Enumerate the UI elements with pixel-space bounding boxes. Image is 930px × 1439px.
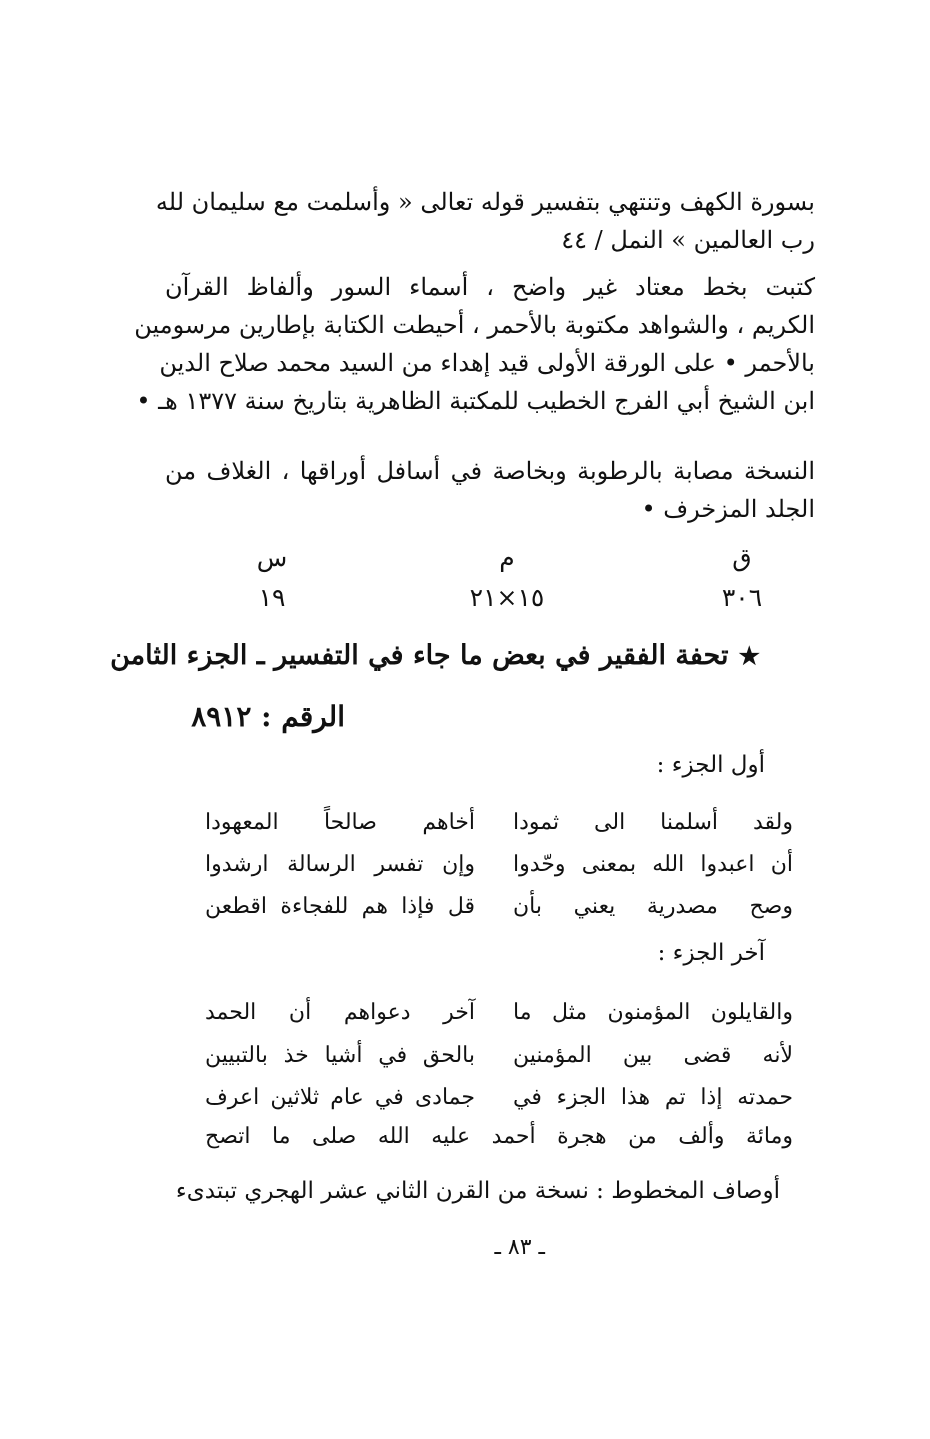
entry-title — [110, 640, 760, 671]
spec-value-folios: ٣٠٦ — [721, 583, 763, 612]
verse-right: ولقد أسلمنا الى ثمودا — [513, 810, 793, 835]
paragraph-line: بالأحمر • على الورقة الأولى قيد إهداء من السيد محمد صلاح الدين — [159, 349, 815, 377]
spec-header-size: م — [499, 543, 515, 572]
page-number: ـ ٨٣ ـ — [494, 1235, 545, 1260]
first-part-label: أول الجزء : — [656, 752, 765, 778]
verse-right: والقايلون المؤمنون مثل ما — [513, 1000, 793, 1025]
verse-closing: ومائة وألف من هجرة أحمد عليه الله صلى ما اتصح — [205, 1124, 793, 1149]
star-icon: ★ — [738, 641, 760, 670]
spec-header-lines: س — [256, 543, 288, 572]
verse-left: بالحق في أشيا خذ بالتبيين — [205, 1043, 475, 1068]
verse-left: جمادى في عام ثلاثين اعرف — [205, 1085, 475, 1110]
paragraph-line: كتبت بخط معتاد غير واضح ، أسماء السور وألفاظ القرآن — [165, 273, 815, 301]
manuscript-description: أوصاف المخطوط : نسخة من القرن الثاني عشر الهجري تبتدىء — [175, 1178, 780, 1204]
verse-left: آخر دعواهم أن الحمد — [205, 1000, 475, 1025]
paragraph-line: بسورة الكهف وتنتهي بتفسير قوله تعالى « وأسلمت مع سليمان لله — [155, 188, 815, 216]
verse-right: حمدته إذا تم هذا الجزء في — [513, 1085, 793, 1110]
verse-right: أن اعبدوا الله بمعنى وحّدوا — [513, 852, 793, 877]
last-part-label: آخر الجزء : — [657, 940, 765, 966]
paragraph-line: رب العالمين » النمل / ٤٤ — [561, 226, 815, 254]
verse-left: قل فإذا هم للفجاءة اقطعن — [205, 894, 475, 919]
entry-number: الرقم : ٨٩١٢ — [191, 700, 345, 733]
paragraph-line: الجلد المزخرف • — [641, 495, 815, 523]
paragraph-line: ابن الشيخ أبي الفرج الخطيب للمكتبة الظاهرية بتاريخ سنة ١٣٧٧ هـ • — [136, 387, 815, 415]
spec-value-size: ١٥×٢١ — [469, 583, 545, 612]
paragraph-line: الكريم ، والشواهد مكتوبة بالأحمر ، أحيطت الكتابة بإطارين مرسومين — [134, 311, 815, 339]
spec-value-lines: ١٩ — [258, 583, 286, 612]
paragraph-3 — [165, 452, 815, 528]
verse-left: أخاهم صالحاً المعهودا — [205, 810, 475, 835]
verse-right: لأنه قضى بين المؤمنين — [513, 1043, 793, 1068]
verse-left: وإن تفسر الرسالة ارشدوا — [205, 852, 475, 877]
spec-header-folios: ق — [732, 543, 752, 572]
paragraph-line: النسخة مصابة بالرطوبة وبخاصة في أسافل أوراقها ، الغلاف من — [165, 457, 815, 485]
entry-title-text: تحفة الفقير في بعض ما جاء في التفسير ـ الجزء الثامن — [110, 640, 729, 671]
verse-right: وصح مصدرية يعني بأن — [513, 894, 793, 919]
manuscript-specs — [192, 543, 812, 623]
paragraph-2 — [134, 268, 815, 420]
paragraph-1 — [155, 183, 815, 259]
